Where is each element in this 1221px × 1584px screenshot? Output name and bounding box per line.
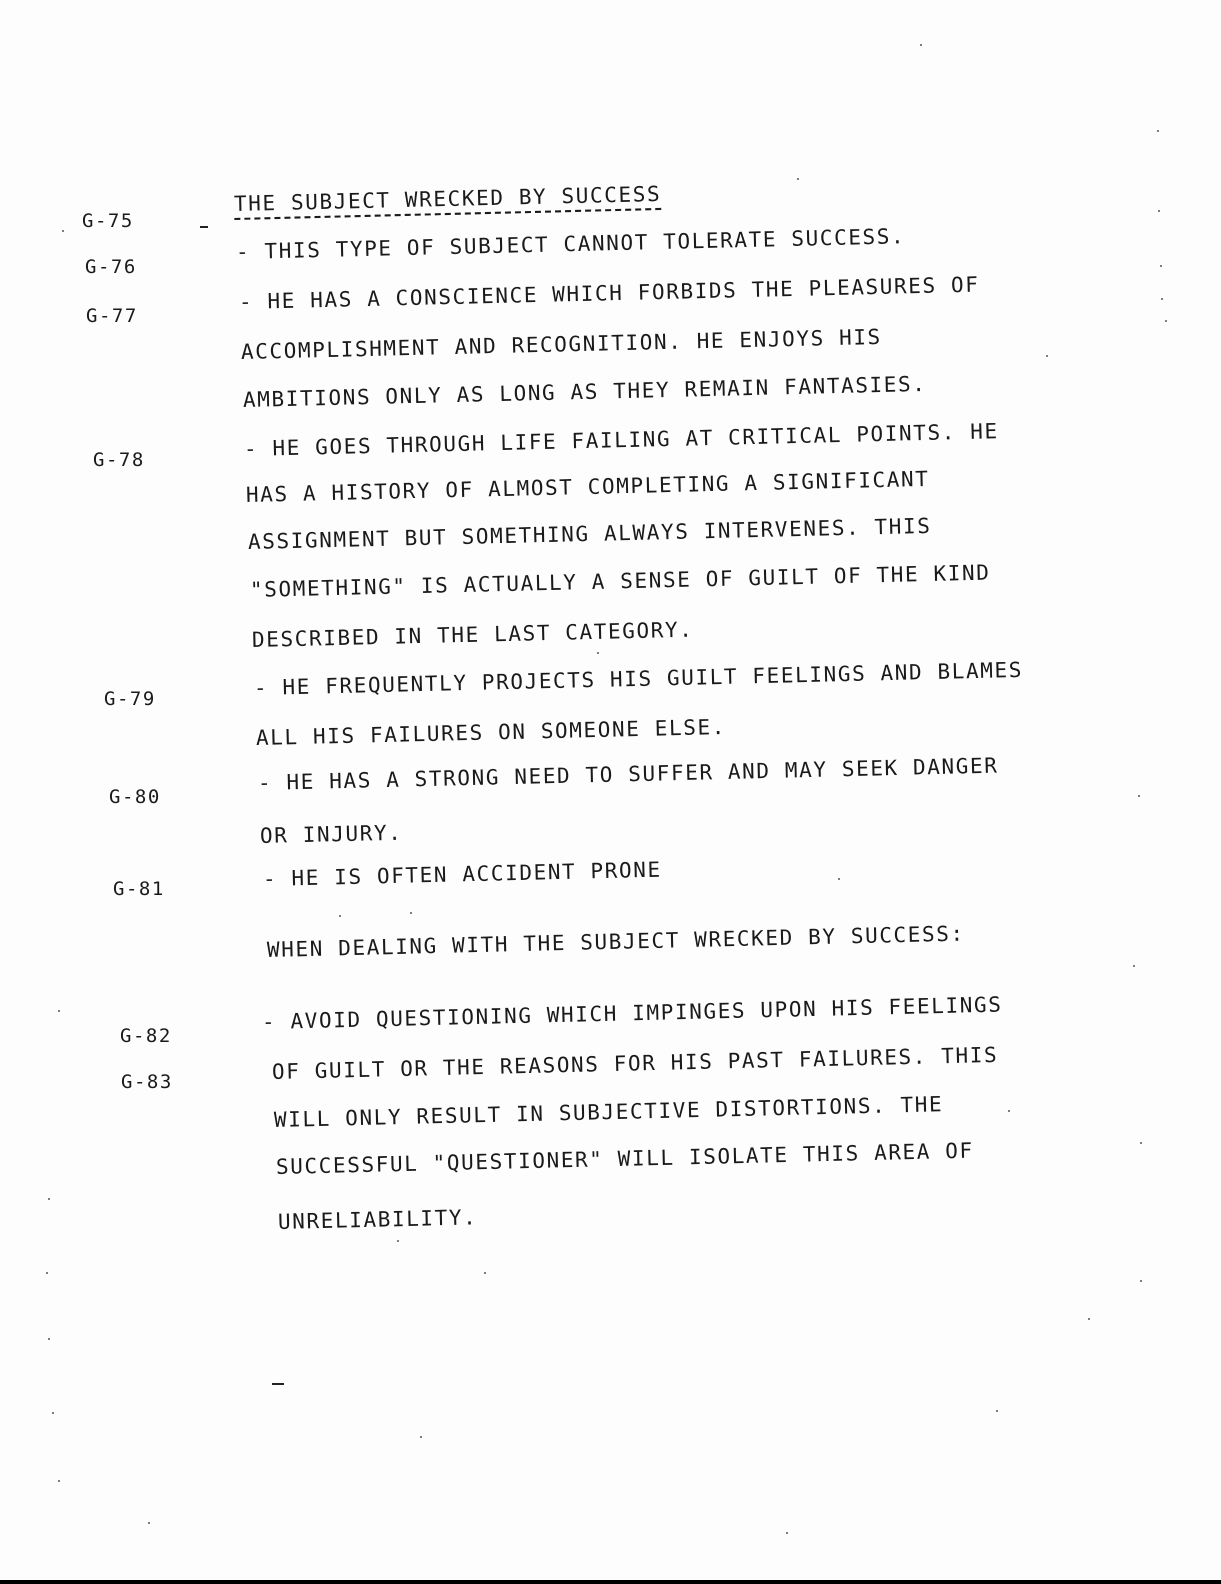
scan-speck — [1138, 795, 1140, 797]
text-line: SUCCESSFUL "QUESTIONER" WILL ISOLATE THIS AREA OF — [275, 1138, 975, 1179]
scan-speck — [48, 1198, 50, 1200]
scan-speck — [1165, 320, 1167, 322]
text-line: OF GUILT OR THE REASONS FOR HIS PAST FAILURES. THIS — [271, 1042, 999, 1084]
scan-speck — [48, 1338, 50, 1340]
scan-speck — [339, 915, 341, 917]
margin-label: G-82 — [120, 1025, 172, 1047]
scan-mark — [272, 1383, 284, 1385]
margin-label: G-76 — [85, 256, 137, 278]
scan-speck — [1133, 965, 1135, 967]
text-line: - HE HAS A CONSCIENCE WHICH FORBIDS THE PLEASURES OF — [238, 272, 980, 314]
scan-speck — [410, 912, 412, 914]
text-line: ALL HIS FAILURES ON SOMEONE ELSE. — [255, 714, 727, 750]
scan-speck — [1158, 210, 1160, 212]
scan-speck — [996, 1410, 998, 1412]
text-line: - HE HAS A STRONG NEED TO SUFFER AND MAY SEEK DANGER — [257, 753, 999, 795]
scan-speck — [484, 1272, 486, 1274]
text-line: HAS A HISTORY OF ALMOST COMPLETING A SIGNIFICANT — [245, 466, 930, 507]
scan-speck — [46, 1272, 48, 1274]
text-line: WHEN DEALING WITH THE SUBJECT WRECKED BY SUCCESS: — [266, 921, 966, 962]
margin-label: G-81 — [113, 878, 165, 900]
margin-label: G-77 — [86, 305, 138, 327]
text-line: ASSIGNMENT BUT SOMETHING ALWAYS INTERVENES. THIS — [247, 513, 932, 554]
scan-speck — [58, 1480, 60, 1482]
text-line: - HE GOES THROUGH LIFE FAILING AT CRITICAL POINTS. HE — [243, 419, 999, 461]
scan-speck — [1088, 1318, 1090, 1320]
scan-bottom-edge — [0, 1580, 1221, 1584]
text-line: DESCRIBED IN THE LAST CATEGORY. — [251, 617, 694, 652]
text-line: - HE FREQUENTLY PROJECTS HIS GUILT FEELINGS AND BLAMES — [253, 657, 1024, 700]
scan-speck — [420, 1436, 422, 1438]
scan-speck — [1140, 1142, 1142, 1144]
margin-label: G-83 — [121, 1071, 173, 1093]
scan-speck — [1140, 1280, 1142, 1282]
scan-speck — [1161, 298, 1163, 300]
scan-speck — [58, 1010, 60, 1012]
margin-label: G-79 — [104, 688, 156, 710]
scan-speck — [1160, 265, 1162, 267]
scan-speck — [62, 230, 64, 232]
scan-speck — [1157, 130, 1159, 132]
document-heading: THE SUBJECT WRECKED BY SUCCESS — [233, 181, 662, 216]
scan-mark — [200, 226, 208, 228]
text-line: ACCOMPLISHMENT AND RECOGNITION. HE ENJOYS HIS — [240, 324, 883, 364]
scan-speck — [786, 1532, 788, 1534]
margin-label: G-78 — [93, 449, 145, 471]
scan-speck — [148, 1522, 150, 1524]
text-line: "SOMETHING" IS ACTUALLY A SENSE OF GUILT OF THE KIND — [249, 560, 991, 602]
scan-speck — [1046, 355, 1048, 357]
margin-label: G-75 — [82, 210, 134, 232]
margin-label: G-80 — [109, 786, 161, 808]
text-line: - AVOID QUESTIONING WHICH IMPINGES UPON HIS FEELINGS — [261, 992, 1003, 1034]
scan-speck — [797, 178, 799, 180]
scan-speck — [52, 1412, 54, 1414]
scan-speck — [920, 44, 922, 46]
text-line: OR INJURY. — [259, 820, 403, 848]
scan-speck — [397, 1240, 399, 1242]
text-line: WILL ONLY RESULT IN SUBJECTIVE DISTORTIONS. THE — [273, 1092, 944, 1132]
scan-speck — [838, 878, 840, 880]
text-line: UNRELIABILITY. — [277, 1205, 478, 1234]
text-line: - HE IS OFTEN ACCIDENT PRONE — [262, 857, 662, 891]
text-line: AMBITIONS ONLY AS LONG AS THEY REMAIN FANTASIES. — [242, 371, 927, 412]
scan-speck — [1008, 1110, 1010, 1112]
scan-speck — [597, 652, 599, 654]
text-line: - THIS TYPE OF SUBJECT CANNOT TOLERATE SUCCESS. — [235, 224, 906, 264]
